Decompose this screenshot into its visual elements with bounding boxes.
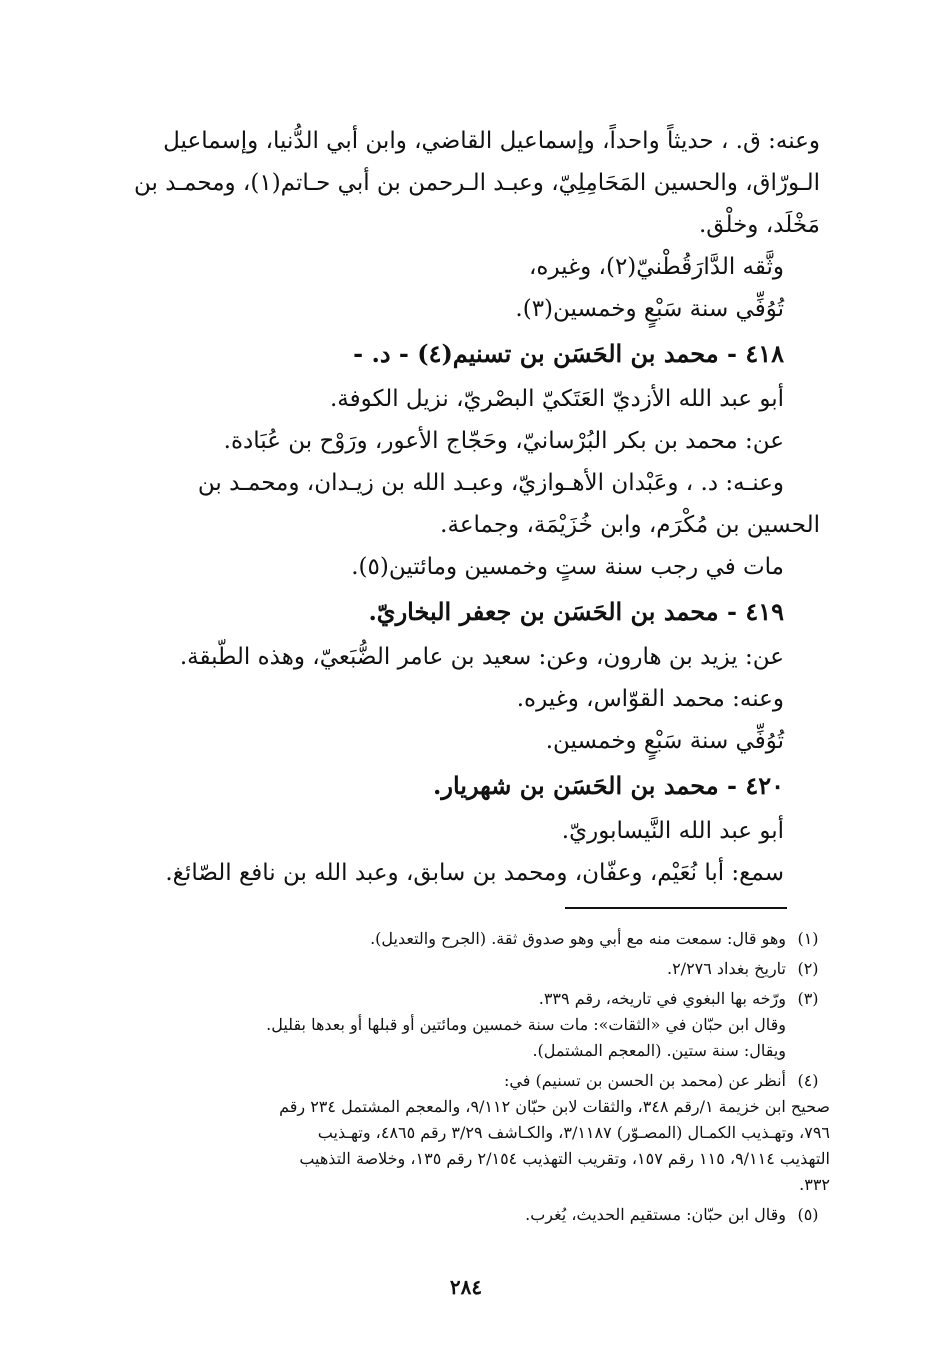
text-line: أبو عبد الله النَّيسابوريّ. xyxy=(561,818,784,844)
text-line: أبو عبد الله الأزديّ العَتَكيّ البصْريّ، نزيل الكوفة. xyxy=(329,386,784,412)
footnote-1 xyxy=(110,926,830,952)
text-line: مَخْلَد، وخلْق. xyxy=(698,212,820,238)
text-line: مات في رجب سنة ستٍ وخمسين ومائتين(٥). xyxy=(351,554,784,580)
page-number: ٢٨٤ xyxy=(449,1275,483,1299)
text-line: تُوُفِّي سنة سَبْعٍ وخمسين. xyxy=(545,728,784,754)
main-text xyxy=(100,120,820,894)
footnote-number: (٤) xyxy=(797,1071,819,1090)
footnote-line: ورّخه بها البغوي في تاريخه، رقم ٣٣٩. xyxy=(538,989,786,1008)
footnote-line: وقال ابن حبّان: مستقيم الحديث، يُغرب. xyxy=(525,1205,786,1224)
footnote-3 xyxy=(110,986,830,1064)
text-line: وعنه: ق. ، حديثاً واحداً، وإسماعيل القاضي، وابن أبي الدُّنيا، وإسماعيل xyxy=(163,128,820,154)
footnote-line: ٧٩٦، وتهـذيب الكمـال (المصـوّر) ٣/١١٨٧، والكـاشف ٣/٢٩ رقم ٤٨٦٥، وتهـذيب xyxy=(317,1123,830,1142)
footnote-line: أنظر عن (محمد بن الحسن بن تسنيم) في: xyxy=(504,1071,786,1090)
footnote-line: صحيح ابن خزيمة ١/رقم ٣٤٨، والثقات لابن حبّان ٩/١١٢، والمعجم المشتمل ٢٣٤ رقم xyxy=(279,1097,830,1116)
text-line: الـورّاق، والحسين المَحَامِلِيّ، وعبـد الـرحمن بن أبي حـاتم(١)، ومحمـد بن xyxy=(134,170,820,196)
footnote-number: (٢) xyxy=(797,959,819,978)
entry-heading-418: ٤١٨ - محمد بن الحَسَن بن تسنيم(٤) - د. - xyxy=(353,339,784,368)
footnote-5 xyxy=(110,1202,830,1228)
footnote-2 xyxy=(110,956,830,982)
text-line: سمع: أبا نُعَيْم، وعفّان، ومحمد بن سابق، وعبد الله بن نافع الصّائغ. xyxy=(165,860,784,886)
entry-heading-419: ٤١٩ - محمد بن الحَسَن بن جعفر البخاريّ. xyxy=(368,597,784,626)
text-line: وعنه: محمد القوّاس، وغيره. xyxy=(516,686,784,712)
footnote-4-continuation xyxy=(110,1094,830,1198)
footnote-number: (٥) xyxy=(797,1205,819,1224)
footnote-divider xyxy=(565,907,787,909)
text-line: عن: يزيد بن هارون، وعن: سعيد بن عامر الضُّبَعيّ، وهذه الطّبقة. xyxy=(179,644,784,670)
text-line: الحسين بن مُكْرَم، وابن خُزَيْمَة، وجماعة. xyxy=(440,512,820,538)
footnote-line: التهذيب ٩/١١٤، ١١٥ رقم ١٥٧، وتقريب التهذيب ٢/١٥٤ رقم ١٣٥، وخلاصة التذهيب xyxy=(299,1149,830,1168)
footnote-number: (٣) xyxy=(797,989,819,1008)
text-line: عن: محمد بن بكر البُرْسانيّ، وحَجّاج الأعور، ورَوْح بن عُبَادة. xyxy=(223,428,784,454)
footnote-line: ويقال: سنة ستين. (المعجم المشتمل). xyxy=(532,1041,786,1060)
footnote-number: (١) xyxy=(797,929,819,948)
footnotes xyxy=(110,926,830,1228)
text-line: وعنـه: د. ، وعَبْدان الأهـوازيّ، وعبـد الله بن زيـدان، ومحمـد بن xyxy=(197,470,784,496)
text-line: تُوُفِّي سنة سَبْعٍ وخمسين(٣). xyxy=(515,296,784,322)
footnote-line: ٣٣٢. xyxy=(799,1175,830,1194)
text-line: وثَّقه الدَّارَقُطْنيّ(٢)، وغيره، xyxy=(528,254,784,280)
entry-heading-420: ٤٢٠ - محمد بن الحَسَن بن شهريار. xyxy=(433,771,784,800)
footnote-4 xyxy=(110,1068,830,1094)
footnote-line: وهو قال: سمعت منه مع أبي وهو صدوق ثقة. (الجرح والتعديل). xyxy=(370,929,786,948)
footnote-line: تاريخ بغداد ٢/٢٧٦. xyxy=(666,959,786,978)
footnote-line: وقال ابن حبّان في «الثقات»: مات سنة خمسين ومائتين أو قبلها أو بعدها بقليل. xyxy=(266,1015,786,1034)
